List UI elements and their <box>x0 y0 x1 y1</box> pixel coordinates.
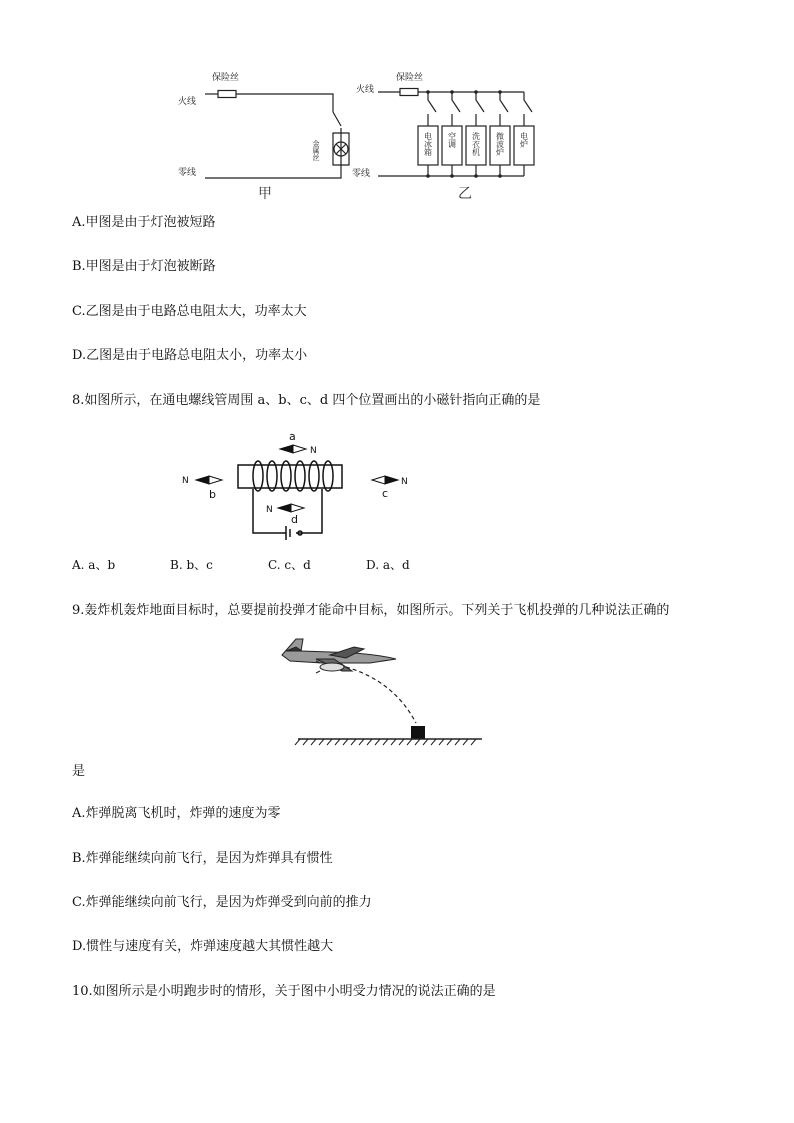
q8-option-d: D. a、d <box>366 558 410 572</box>
jia-live-label: 火线 <box>178 97 197 107</box>
yi-fuse <box>400 89 418 96</box>
q8-option-c: C. c、d <box>268 558 311 572</box>
yi-live-label: 火线 <box>356 85 375 95</box>
ground-hatching <box>295 739 476 745</box>
label-n-c: N <box>401 477 408 487</box>
bomb-trajectory <box>346 667 416 723</box>
q10-stem: 10.如图所示是小明跑步时的情形，关于图中小明受力情况的说法正确的是 <box>72 984 496 999</box>
q9-option-b: B.炸弹能继续向前飞行，是因为炸弹具有惯性 <box>72 851 333 866</box>
jia-metal-wire-label: 金属丝 <box>312 140 320 161</box>
q7-option-d: D.乙图是由于电路总电阻太小，功率太小 <box>72 348 308 363</box>
yi-fuse-label: 保险丝 <box>396 73 424 83</box>
label-c: c <box>382 487 389 500</box>
q8-option-b: B. b、c <box>170 558 213 572</box>
appliance-label: 电冰箱 <box>423 132 433 156</box>
q7-option-b: B.甲图是由于灯泡被断路 <box>72 259 216 274</box>
bomber-figure <box>0 625 794 745</box>
label-b: b <box>209 488 216 501</box>
q9-stem-continued: 是 <box>72 764 86 779</box>
jia-caption: 甲 <box>258 186 272 202</box>
jia-neutral-label: 零线 <box>178 168 197 178</box>
q9-option-d: D.惯性与速度有关，炸弹速度越大其惯性越大 <box>72 939 334 954</box>
q9-option-a: A.炸弹脱离飞机时，炸弹的速度为零 <box>72 806 281 821</box>
q8-option-a: A. a、b <box>72 558 116 572</box>
compass-needle-b <box>196 476 222 484</box>
q7-option-c: C.乙图是由于电路总电阻太大，功率太大 <box>72 304 307 319</box>
jia-switch <box>333 112 341 126</box>
circuit-figure <box>0 0 794 210</box>
ground-target <box>411 726 425 739</box>
label-n-b: N <box>182 476 189 486</box>
jia-fuse-label: 保险丝 <box>212 73 240 83</box>
compass-needle-c <box>372 476 398 484</box>
q9-option-c: C.炸弹能继续向前飞行，是因为炸弹受到向前的推力 <box>72 895 372 910</box>
q9-stem: 9.轰炸机轰炸地面目标时，总要提前投弹才能命中目标，如图所示。下列关于飞机投弹的几种说法正确的 <box>72 603 670 618</box>
jia-fuse <box>218 91 236 98</box>
q7-option-a: A.甲图是由于灯泡被短路 <box>72 215 216 230</box>
solenoid-figure <box>0 425 794 555</box>
appliance-label: 洗衣机 <box>471 132 481 156</box>
label-n-d: N <box>266 505 273 515</box>
compass-needle-d <box>278 504 304 512</box>
label-n-a: N <box>310 446 317 456</box>
compass-needle-a <box>280 445 306 453</box>
appliance-label: 微波炉 <box>495 132 505 156</box>
label-a: a <box>289 430 296 443</box>
label-d: d <box>291 513 298 526</box>
q8-stem: 8.如图所示，在通电螺线管周围 a、b、c、d 四个位置画出的小磁针指向正确的是 <box>72 393 541 408</box>
battery-icon <box>286 526 290 540</box>
appliance-label: 电炉 <box>519 132 529 148</box>
yi-neutral-label: 零线 <box>352 169 371 179</box>
yi-caption: 乙 <box>458 186 472 202</box>
appliance-label: 空调 <box>447 132 457 148</box>
